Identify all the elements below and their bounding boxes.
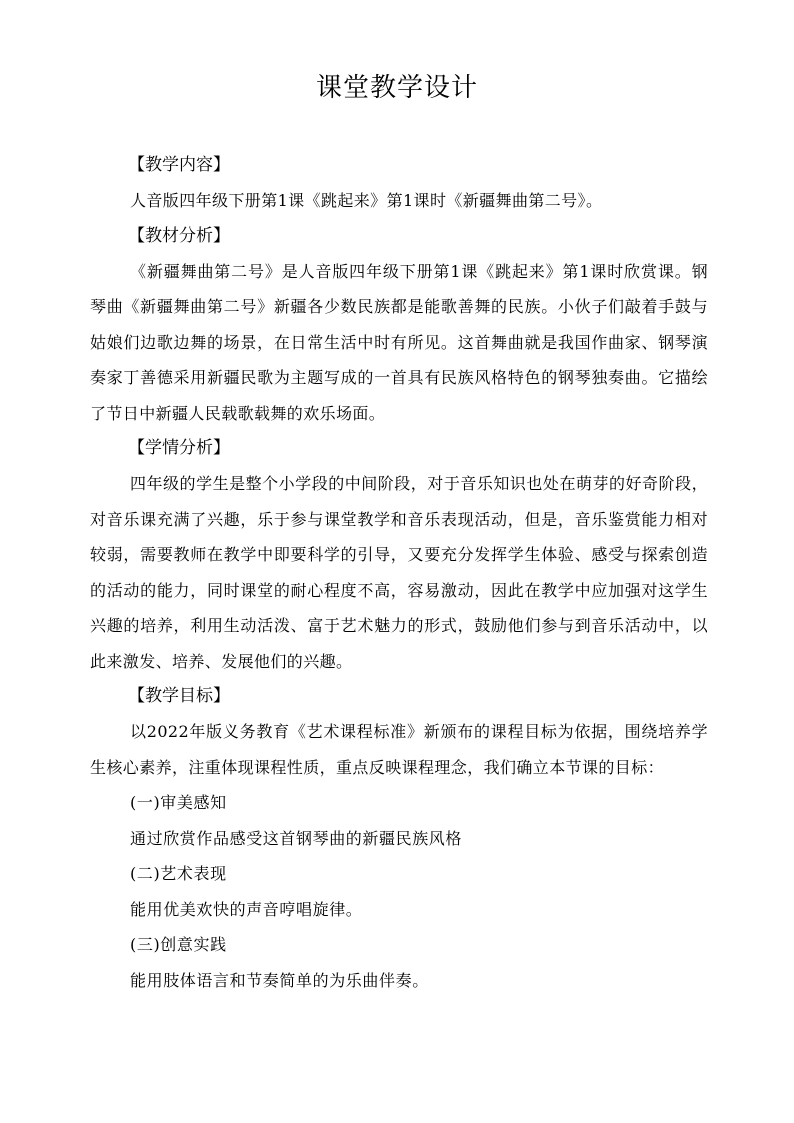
section-heading-content: 【教学内容】 [128,155,230,175]
goal-label-expression: (二)艺术表现 [130,864,227,883]
document-body [90,148,708,998]
section-text-students: 四年级的学生是整个小学段的中间阶段，对于音乐知识也处在萌芽的好奇阶段，对音乐课充满了兴趣，乐于参与课堂教学和音乐表现活动，但是，音乐鉴赏能力相对较弱，需要教师在教学中即要科学的引导，又要充分发挥学生体验、感受与探索创造的活动的能力，同时课堂的耐心程度不高，容易激动，因此在教学中应加强对这学生兴趣的培养，利用生动活泼、富于艺术魅力的形式，鼓励他们参与到音乐活动中，以此来激发、培养、发展他们的兴趣。 [90,474,708,671]
goal-text-expression: 能用优美欢快的声音哼唱旋律。 [130,899,363,919]
section-heading-students: 【学情分析】 [128,438,230,458]
section-text-goals: 以2022年版义务教育《艺术课程标准》新颁布的课程目标为依据，围绕培养学生核心素养，注重体现课程性质，重点反映课程理念，我们确立本节课的目标： [90,722,708,777]
section-heading-goals: 【教学目标】 [128,686,230,706]
goal-label-aesthetic: (一)审美感知 [130,793,227,812]
goal-text-practice: 能用肢体语言和节奏简单的为乐曲伴奏。 [130,970,429,990]
section-text-content: 人音版四年级下册第1课《跳起来》第1课时《新疆舞曲第二号》。 [130,191,603,210]
goal-label-practice: (三)创意实践 [130,935,227,954]
section-heading-material: 【教材分析】 [128,225,230,246]
section-text-material: 《新疆舞曲第二号》是人音版四年级下册第1课《跳起来》第1课时欣赏课。钢琴曲《新疆舞曲第二号》新疆各少数民族都是能歌善舞的民族。小伙子们敲着手鼓与姑娘们边歌边舞的场景，在日常生活中时有所见。这首舞曲就是我国作曲家、钢琴演奏家丁善德采用新疆民歌为主题写成的一首具有民族风格特色的钢琴独奏曲。它描绘了节日中新疆人民载歌载舞的欢乐场面。 [90,261,708,423]
page-title: 课堂教学设计 [315,73,478,103]
goal-text-aesthetic: 通过欣赏作品感受这首钢琴曲的新疆民族风格 [130,828,463,848]
